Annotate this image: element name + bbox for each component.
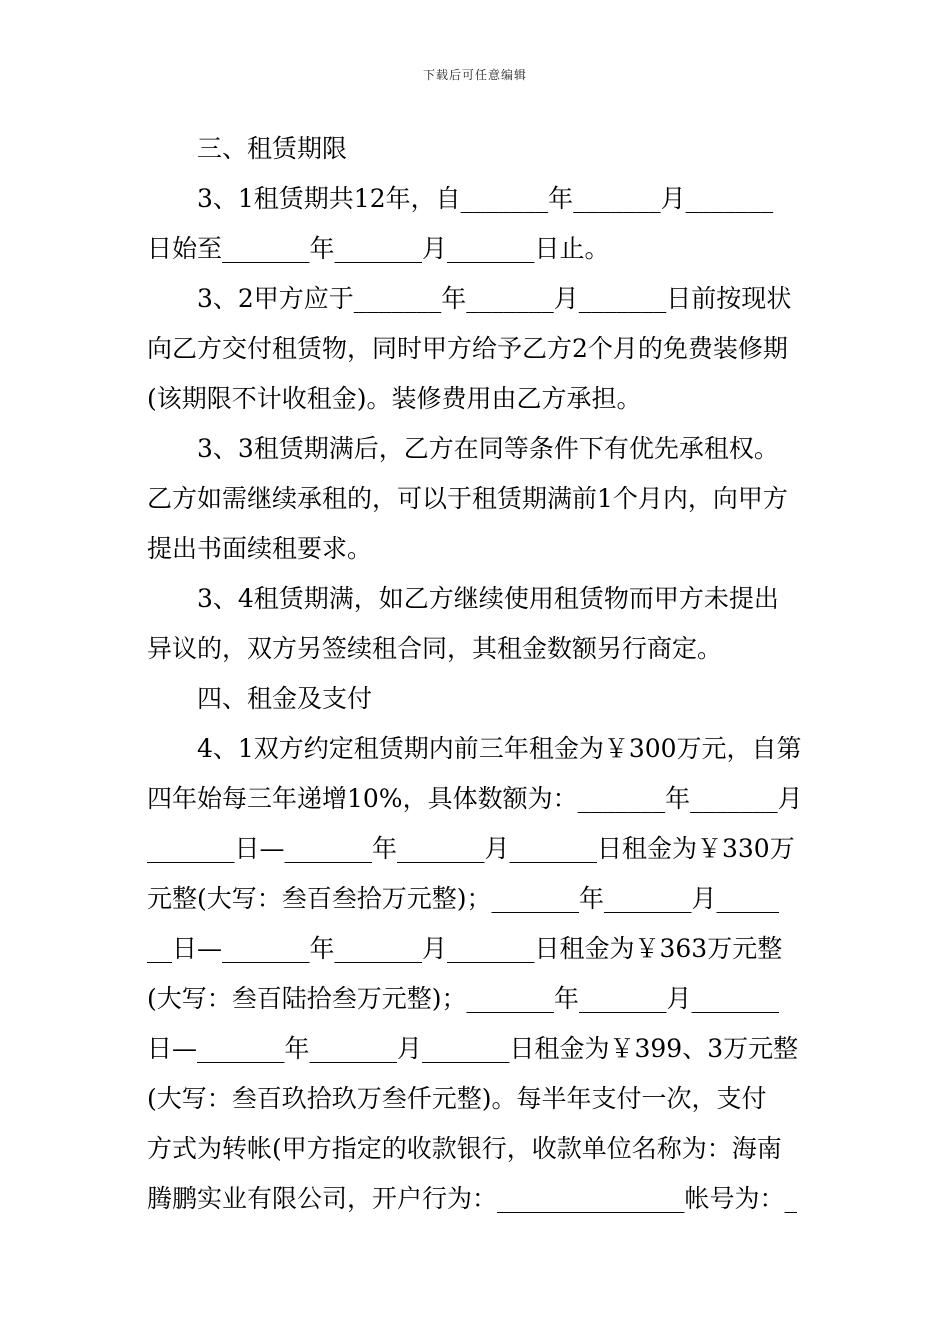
paragraph-line: (该期限不计收租金)。装修费用由乙方承担。 bbox=[147, 384, 642, 413]
paragraph-line: 方式为转帐(甲方指定的收款银行，收款单位名称为：海南 bbox=[147, 1134, 782, 1163]
paragraph-line: 3、4租赁期满，如乙方继续使用租赁物而甲方未提出 bbox=[197, 584, 779, 613]
paragraph-line: 4、1双方约定租赁期内前三年租金为￥300万元，自第 bbox=[197, 734, 802, 763]
paragraph-line: 3、3租赁期满后，乙方在同等条件下有优先承租权。 bbox=[197, 434, 779, 463]
paragraph-line: 3、1租赁期共12年，自_______年_______月_______ bbox=[197, 184, 774, 213]
paragraph-line: __日—_______年_______月_______日租金为￥363万元整 bbox=[147, 934, 783, 963]
paragraph-line: 提出书面续租要求。 bbox=[147, 534, 373, 563]
section-heading-term: 三、租赁期限 bbox=[197, 134, 348, 163]
paragraph-line: 元整(大写：叁百叁拾万元整)；_______年_______月_____ bbox=[147, 884, 780, 913]
paragraph-line: (大写：叁百陆拾叁万元整)；_______年_______月_______ bbox=[147, 984, 780, 1013]
section-heading-rent: 四、租金及支付 bbox=[197, 684, 373, 713]
paragraph-line: 乙方如需继续承租的，可以于租赁期满前1个月内，向甲方 bbox=[147, 484, 788, 513]
paragraph-line: (大写：叁百玖拾玖万叁仟元整)。每半年支付一次，支付 bbox=[147, 1084, 767, 1113]
paragraph-line: 异议的，双方另签续租合同，其租金数额另行商定。 bbox=[147, 634, 723, 663]
header-note: 下载后可任意编辑 bbox=[422, 68, 527, 82]
paragraph-line: 日—_______年_______月_______日租金为￥399、3万元整 bbox=[147, 1034, 799, 1063]
paragraph-line: 3、2甲方应于_______年_______月_______日前按现状 bbox=[197, 284, 792, 313]
paragraph-line: _______日—_______年_______月_______日租金为￥330万 bbox=[147, 834, 795, 863]
paragraph-line: 腾鹏实业有限公司，开户行为：_______________帐号为：_ bbox=[147, 1184, 798, 1213]
paragraph-line: 四年始每三年递增10%，具体数额为：_______年_______月 bbox=[147, 784, 803, 813]
paragraph-line: 向乙方交付租赁物，同时甲方给予乙方2个月的免费装修期 bbox=[147, 334, 788, 363]
paragraph-line: 日始至_______年_______月_______日止。 bbox=[147, 234, 610, 263]
document-body bbox=[147, 124, 807, 1224]
